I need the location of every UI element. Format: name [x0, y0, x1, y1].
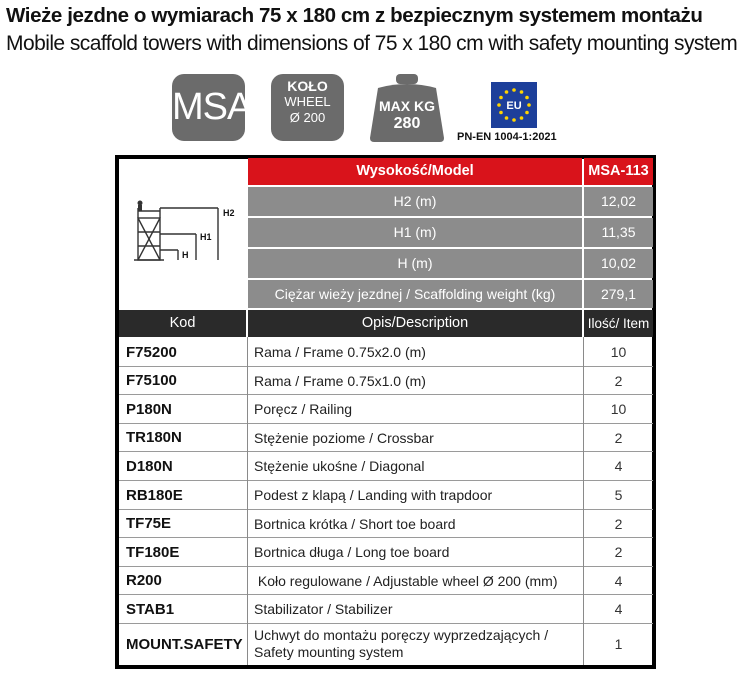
spec-row-label: H2 (m): [248, 187, 582, 216]
part-qty: 4: [614, 573, 623, 589]
max-weight-line2: 280: [393, 115, 421, 132]
part-qty: 4: [614, 601, 623, 617]
diagram-label-h: H: [182, 250, 189, 260]
spec-row-value: 279,1: [584, 280, 653, 308]
spec-row-value: 11,35: [584, 218, 653, 247]
part-qty: 10: [610, 344, 627, 360]
part-description: Podest z klapą / Landing with trapdoor: [254, 487, 493, 503]
spec-row-label: H (m): [248, 249, 582, 278]
title-polish: Wieże jezdne o wymiarach 75 x 180 cm z bezpiecznym systemem montażu: [6, 4, 703, 27]
part-code: RB180E: [126, 487, 183, 504]
part-qty: 5: [614, 487, 623, 503]
part-code: STAB1: [126, 601, 175, 618]
part-description: Rama / Frame 0.75x2.0 (m): [254, 344, 426, 360]
diagram-label-h1: H1: [200, 232, 212, 242]
column-divider: [583, 337, 584, 665]
part-code: F75200: [126, 344, 177, 361]
part-code: F75100: [126, 372, 177, 389]
part-qty: 1: [614, 636, 623, 652]
column-header-code: Kod: [119, 310, 246, 337]
diagram-label-h2: H2: [223, 208, 235, 218]
part-code: D180N: [126, 458, 173, 475]
part-qty: 2: [614, 373, 623, 389]
spec-row-value: 12,02: [584, 187, 653, 216]
part-description: Stężenie ukośne / Diagonal: [254, 458, 425, 474]
part-qty: 2: [614, 544, 623, 560]
wheel-badge-line1: KOŁO: [287, 78, 328, 94]
wheel-badge-line2: WHEEL: [284, 94, 331, 109]
part-code: MOUNT.SAFETY: [126, 636, 243, 653]
part-code: TF75E: [126, 515, 172, 532]
max-weight-line1: MAX KG: [379, 98, 435, 114]
part-description: Bortnica krótka / Short toe board: [254, 516, 456, 532]
part-qty: 10: [610, 401, 627, 417]
standard-label: PN-EN 1004-1:2021: [457, 131, 557, 143]
title-english: Mobile scaffold towers with dimensions of 75 x 180 cm with safety mounting system: [6, 32, 738, 55]
wheel-badge: [271, 74, 344, 141]
max-weight-badge: [368, 72, 446, 144]
spec-row-label: Ciężar wieży jezdnej / Scaffolding weight (kg): [248, 280, 582, 308]
part-description: Stężenie poziome / Crossbar: [254, 430, 434, 446]
part-description: Bortnica długa / Long toe board: [254, 544, 450, 560]
part-qty: 4: [614, 458, 623, 474]
column-header-description: Opis/Description: [248, 310, 582, 337]
spec-row-label: H1 (m): [248, 218, 582, 247]
wheel-badge-line3: Ø 200: [289, 110, 326, 125]
spec-model: MSA-113: [584, 158, 653, 185]
part-code: TR180N: [126, 429, 182, 446]
part-description: Poręcz / Railing: [254, 401, 353, 417]
part-code: P180N: [126, 401, 172, 418]
eu-flag-label: EU: [506, 100, 522, 112]
part-code: TF180E: [126, 544, 180, 561]
part-description: Rama / Frame 0.75x1.0 (m): [254, 373, 426, 389]
part-description: Stabilizator / Stabilizer: [254, 601, 393, 617]
column-divider: [247, 337, 248, 665]
column-header-qty: Ilość/ Item: [584, 310, 653, 337]
scaffold-diagram-icon: [130, 198, 240, 268]
part-description: [248, 624, 582, 665]
msa-badge: MSA: [172, 74, 245, 141]
part-description-line: Safety mounting system: [254, 644, 404, 660]
spec-row-value: 10,02: [584, 249, 653, 278]
part-description: Koło regulowane / Adjustable wheel Ø 200 (mm): [254, 573, 558, 589]
part-qty: 2: [614, 430, 623, 446]
spec-header-label: Wysokość/Model: [248, 158, 582, 185]
part-description-line: Uchwyt do montażu poręczy wyprzedzających /: [254, 627, 549, 643]
eu-flag-icon: [491, 82, 537, 128]
part-code: R200: [126, 572, 162, 589]
part-qty: 2: [614, 516, 623, 532]
